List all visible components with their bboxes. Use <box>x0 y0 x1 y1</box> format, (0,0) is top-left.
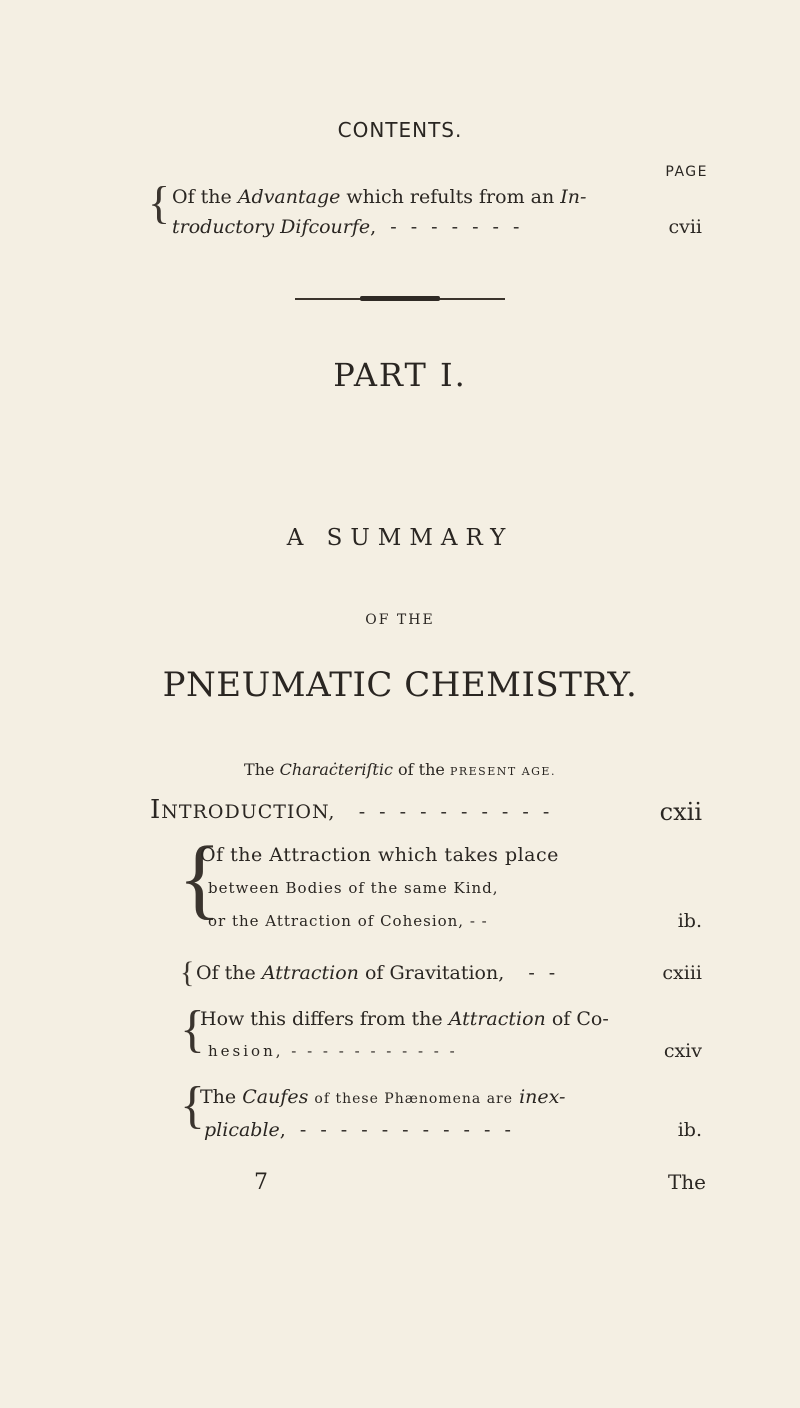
motto: The Charaċteriſtic of the PRESENT AGE. <box>244 760 556 779</box>
curly-brace-icon: { <box>148 177 171 228</box>
curly-brace-icon: { <box>180 1001 205 1058</box>
page-number: cvii <box>668 216 702 238</box>
page-number: ib. <box>677 910 702 932</box>
toc-entry-line: How this differs from the Attraction of Co- <box>200 1008 609 1030</box>
toc-entry-line: hesion, - - - - - - - - - - - <box>208 1042 458 1060</box>
introduction-heading: INTRODUCTION, - - - - - - - - - - <box>150 795 554 825</box>
part-title: PART I. <box>333 356 467 394</box>
toc-entry-line: Of the Attraction of Gravitation, - - <box>196 962 560 984</box>
page-number: cxii <box>659 798 702 826</box>
of-the-label: OF THE <box>365 612 435 628</box>
page-number: cxiii <box>662 962 702 984</box>
toc-entry-line: Of the Advantage which refults from an In- <box>172 186 587 208</box>
toc-entry-line: between Bodies of the same Kind, <box>208 879 499 897</box>
page-column-label: PAGE <box>665 164 708 180</box>
page-number: ib. <box>677 1119 702 1141</box>
toc-entry-line: The Caufes of these Phænomena are inex- <box>200 1086 566 1108</box>
curly-brace-icon: { <box>180 1077 205 1134</box>
signature-mark: 7 <box>254 1170 268 1195</box>
toc-entry-line: troductory Difcourfe, - - - - - - - <box>172 216 524 238</box>
catchword: The <box>667 1170 706 1194</box>
summary-title: A SUMMARY <box>286 525 514 551</box>
subject-title: PNEUMATIC CHEMISTRY. <box>162 665 638 705</box>
page-number: cxiv <box>663 1040 702 1062</box>
curly-brace-icon: { <box>178 829 222 928</box>
toc-entry-line: Of the Attraction which takes place <box>200 844 559 866</box>
toc-entry-line: plicable, - - - - - - - - - - - <box>204 1119 515 1141</box>
running-head: CONTENTS. <box>337 118 463 142</box>
ornamental-rule-center <box>360 296 440 301</box>
toc-entry-line: or the Attraction of Cohesion, - - <box>208 912 488 930</box>
curly-brace-icon: { <box>180 956 195 989</box>
